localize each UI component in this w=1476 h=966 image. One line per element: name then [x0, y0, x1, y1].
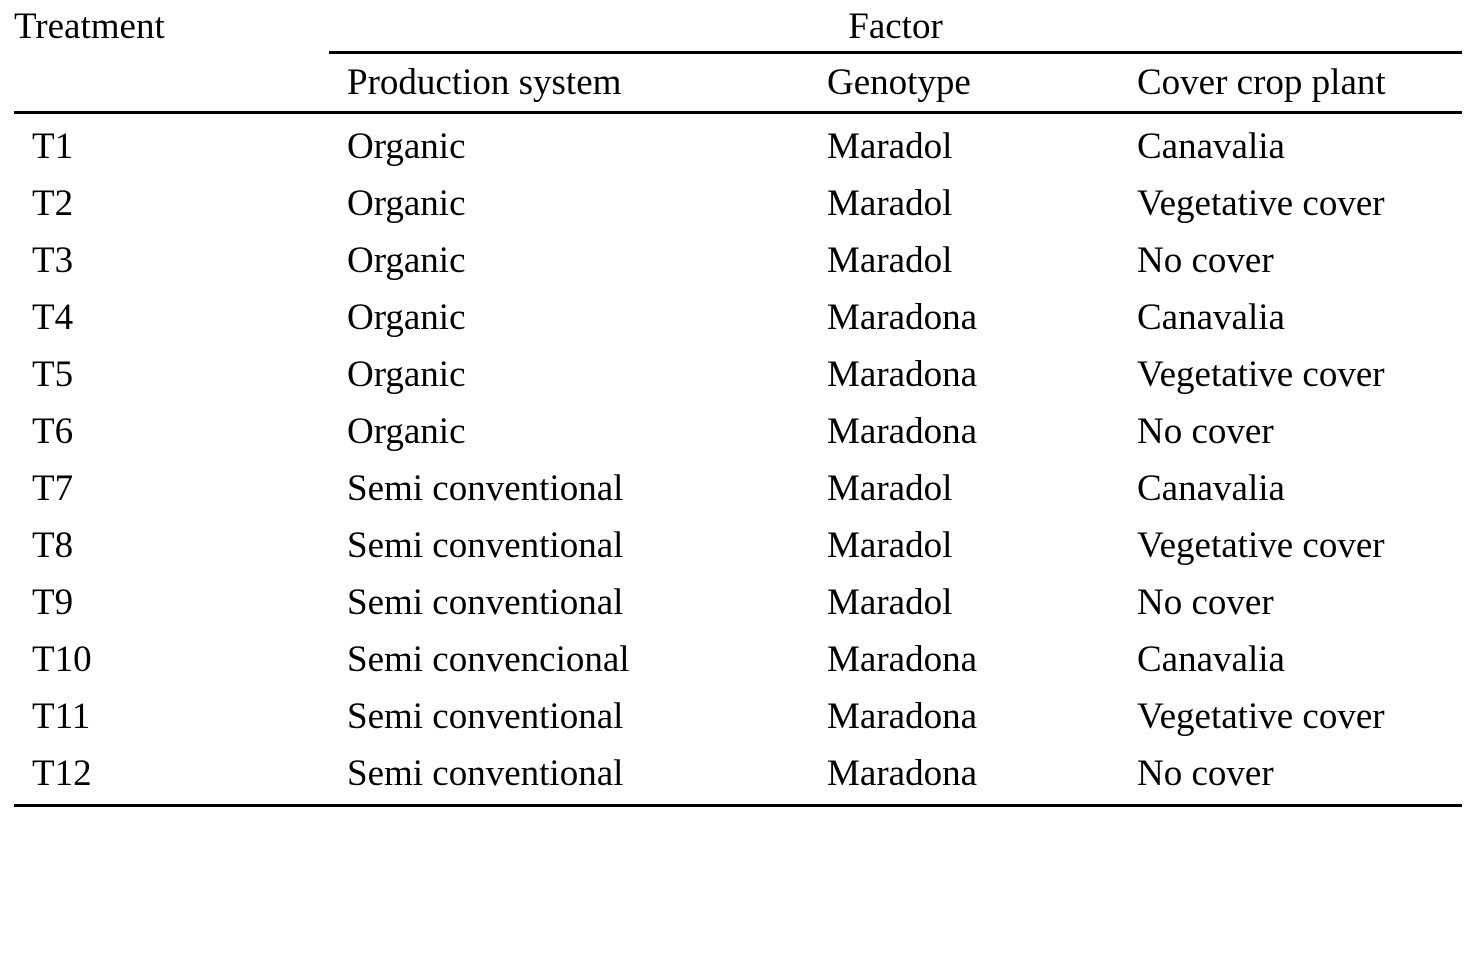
cell-production-system: Organic: [347, 411, 466, 452]
cell-treatment: T11: [32, 696, 91, 737]
cell-treatment: T12: [32, 753, 92, 794]
cell-production-system: Semi conventional: [347, 753, 624, 794]
table-row: [14, 460, 1462, 517]
cell-treatment: T8: [32, 525, 74, 566]
cell-cover-crop-plant: No cover: [1137, 240, 1274, 281]
cell-treatment: T3: [32, 240, 74, 281]
cell-production-system: Organic: [347, 240, 466, 281]
column-header-treatment: Treatment: [14, 6, 165, 47]
cell-cover-crop-plant: No cover: [1137, 582, 1274, 623]
cell-genotype: Maradona: [827, 354, 977, 395]
cell-genotype: Maradol: [827, 240, 953, 281]
cell-cover-crop-plant: Vegetative cover: [1137, 525, 1385, 566]
cell-genotype: Maradona: [827, 297, 977, 338]
cell-genotype: Maradona: [827, 696, 977, 737]
column-header-factor: Factor: [329, 0, 1462, 53]
cell-cover-crop-plant: Canavalia: [1137, 468, 1285, 509]
table-header: [14, 0, 1462, 113]
table-row: [14, 517, 1462, 574]
table-row: [14, 403, 1462, 460]
cell-cover-crop-plant: Canavalia: [1137, 297, 1285, 338]
cell-production-system: Organic: [347, 126, 466, 167]
cell-genotype: Maradol: [827, 183, 953, 224]
table-row: [14, 113, 1462, 176]
cell-genotype: Maradona: [827, 411, 977, 452]
table-body: [14, 113, 1462, 806]
table-row: [14, 346, 1462, 403]
table-row: [14, 688, 1462, 745]
cell-treatment: T1: [32, 126, 74, 167]
cell-treatment: T6: [32, 411, 74, 452]
cell-genotype: Maradol: [827, 126, 953, 167]
table-header-row-top: [14, 0, 1462, 53]
table-row: [14, 745, 1462, 806]
cell-treatment: T5: [32, 354, 74, 395]
cell-production-system: Semi conventional: [347, 468, 624, 509]
cell-genotype: Maradol: [827, 525, 953, 566]
cell-cover-crop-plant: Vegetative cover: [1137, 696, 1385, 737]
table-row: [14, 574, 1462, 631]
cell-production-system: Organic: [347, 354, 466, 395]
cell-genotype: Maradona: [827, 639, 977, 680]
cell-cover-crop-plant: No cover: [1137, 411, 1274, 452]
cell-genotype: Maradona: [827, 753, 977, 794]
cell-treatment: T4: [32, 297, 74, 338]
cell-production-system: Semi convencional: [347, 639, 630, 680]
cell-production-system: Organic: [347, 183, 466, 224]
cell-cover-crop-plant: Canavalia: [1137, 126, 1285, 167]
cell-cover-crop-plant: Vegetative cover: [1137, 354, 1385, 395]
cell-cover-crop-plant: No cover: [1137, 753, 1274, 794]
cell-treatment: T2: [32, 183, 74, 224]
column-header-production-system: Production system: [347, 62, 622, 103]
column-header-cover-crop-plant: Cover crop plant: [1137, 62, 1386, 103]
cell-cover-crop-plant: Canavalia: [1137, 639, 1285, 680]
cell-treatment: T7: [32, 468, 74, 509]
cell-cover-crop-plant: Vegetative cover: [1137, 183, 1385, 224]
cell-production-system: Semi conventional: [347, 696, 624, 737]
cell-treatment: T9: [32, 582, 74, 623]
cell-genotype: Maradol: [827, 582, 953, 623]
cell-production-system: Semi conventional: [347, 525, 624, 566]
cell-production-system: Organic: [347, 297, 466, 338]
treatments-table: [14, 0, 1462, 807]
table-row: [14, 175, 1462, 232]
table-row: [14, 289, 1462, 346]
column-header-genotype: Genotype: [827, 62, 971, 103]
table-row: [14, 232, 1462, 289]
cell-treatment: T10: [32, 639, 92, 680]
cell-production-system: Semi conventional: [347, 582, 624, 623]
cell-genotype: Maradol: [827, 468, 953, 509]
table-row: [14, 631, 1462, 688]
